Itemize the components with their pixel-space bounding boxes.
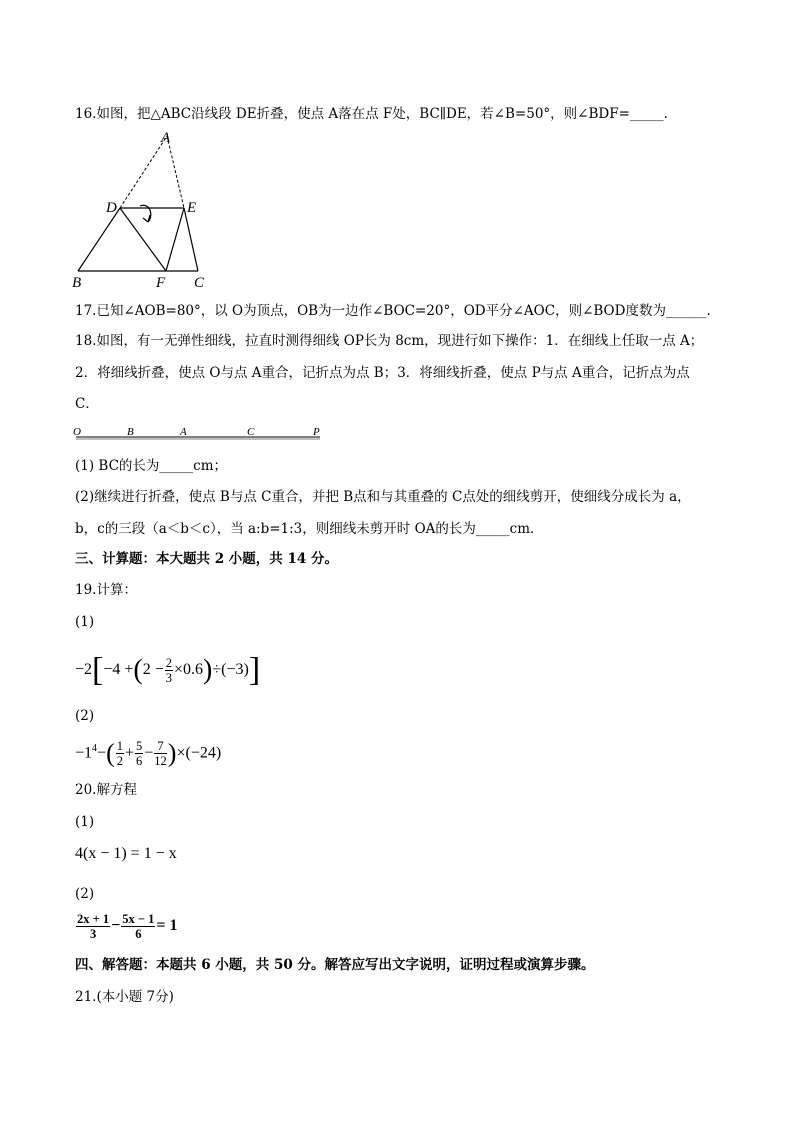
label-D: D bbox=[106, 200, 117, 216]
q19-part2-expression: $-1^4-$( $\frac{1}{2}$ + $\frac{5}{6}$ − $\frac{7}{12}$ )×(−24) bbox=[75, 738, 222, 769]
string-label-B: B bbox=[127, 426, 134, 438]
string-label-P: P bbox=[313, 426, 320, 438]
string-label-O: O bbox=[73, 426, 81, 438]
section4-heading: 四、解答题：本题共 6 小题，共 50 分。解答应写出文字说明，证明过程或演算步骤。 bbox=[75, 957, 595, 973]
q20-title: 20.解方程 bbox=[75, 782, 137, 798]
q20-part1-equation: 4(x − 1) = 1 − x bbox=[75, 845, 177, 862]
q20-part1-label: (1) bbox=[75, 814, 95, 830]
label-B: B bbox=[72, 275, 82, 290]
q18-sub1: (1) BC的长为_____cm； bbox=[75, 458, 228, 474]
q18-line3: C． bbox=[75, 396, 99, 412]
q20-part2-label: (2) bbox=[75, 886, 95, 902]
label-A: A bbox=[161, 130, 171, 146]
q16-text: 16.如图，把△ABC沿线段 DE折叠，使点 A落在点 F处，BC∥DE，若∠B=50°，则∠BDF=_____. bbox=[75, 106, 668, 122]
q19-part2-label: (2) bbox=[75, 708, 95, 724]
q21-title: 21.(本小题 7分) bbox=[75, 989, 174, 1005]
q18-string-figure bbox=[72, 422, 326, 442]
q18-sub2-line2: b，c的三段（a＜b＜c），当 a:b=1:3，则细线未剪开时 OA的长为_____cm． bbox=[75, 521, 544, 537]
string-label-C: C bbox=[247, 426, 255, 438]
q18-line2: 2．将细线折叠，使点 O与点 A重合，记折点为点 B；3．将细线折叠，使点 P与点 A重合，记折点为点 bbox=[75, 365, 690, 381]
q17-text: 17.已知∠AOB=80°，以 O为顶点，OB为一边作∠BOC=20°，OD平分∠AOC，则∠BOD度数为______. bbox=[75, 303, 711, 319]
q18-sub2-line1: (2)继续进行折叠，使点 B与点 C重合，并把 B点和与其重叠的 C点处的细线剪开，使细线分成长为 a， bbox=[75, 489, 691, 505]
label-E: E bbox=[187, 200, 197, 216]
q19-title: 19.计算： bbox=[75, 582, 137, 598]
q16-figure bbox=[70, 126, 220, 290]
q18-line1: 18.如图，有一无弹性细线，拉直时测得细线 OP长为 8cm，现进行如下操作：1．在细线上任取一点 A； bbox=[75, 333, 704, 349]
section3-heading: 三、计算题：本大题共 2 小题，共 14 分。 bbox=[75, 551, 338, 567]
label-C: C bbox=[194, 275, 205, 290]
q19-part1-expression: −2[−4 +(2 − $\frac{2}{3}$ ×0.6)÷(−3)] bbox=[75, 651, 261, 689]
string-label-A: A bbox=[180, 426, 187, 438]
q19-part1-label: (1) bbox=[75, 614, 95, 630]
q20-part2-equation: $\frac{2x + 1}{3}$ − $\frac{5x - 1}{6}$ = 1 bbox=[77, 911, 178, 941]
label-F: F bbox=[156, 275, 166, 290]
